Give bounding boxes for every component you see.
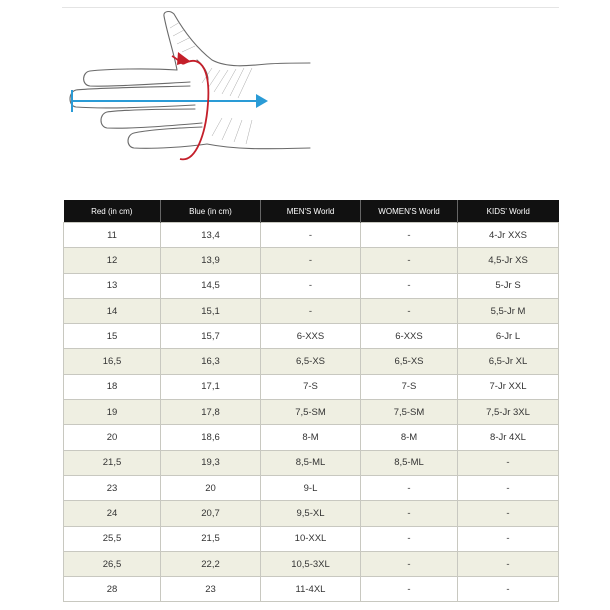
cell-mens: - (261, 248, 361, 273)
cell-red: 19 (64, 400, 161, 425)
cell-blue: 14,5 (161, 273, 261, 298)
table-row (64, 223, 559, 248)
cell-red: 13 (64, 273, 161, 298)
cell-mens: 7-S (261, 374, 361, 399)
cell-womens: - (361, 501, 458, 526)
cell-kids: - (458, 450, 559, 475)
cell-mens: 9-L (261, 475, 361, 500)
cell-blue: 20,7 (161, 501, 261, 526)
table-row (64, 374, 559, 399)
table-row (64, 501, 559, 526)
cell-mens: 8-M (261, 425, 361, 450)
cell-red: 24 (64, 501, 161, 526)
column-header-blue: Blue (in cm) (161, 200, 261, 223)
cell-red: 26,5 (64, 551, 161, 576)
table-row (64, 324, 559, 349)
cell-blue: 22,2 (161, 551, 261, 576)
table-header-row (64, 200, 559, 223)
cell-mens: 6-XXS (261, 324, 361, 349)
cell-kids: 7,5-Jr 3XL (458, 400, 559, 425)
column-header-red: Red (in cm) (64, 200, 161, 223)
cell-kids: - (458, 526, 559, 551)
hand-outline (70, 12, 310, 149)
cell-mens: 11-4XL (261, 577, 361, 602)
cell-womens: 8,5-ML (361, 450, 458, 475)
table-row (64, 425, 559, 450)
cell-kids: - (458, 577, 559, 602)
cell-womens: 6,5-XS (361, 349, 458, 374)
cell-womens: 7,5-SM (361, 400, 458, 425)
cell-kids: 4,5-Jr XS (458, 248, 559, 273)
cell-red: 16,5 (64, 349, 161, 374)
cell-blue: 13,9 (161, 248, 261, 273)
table-row (64, 273, 559, 298)
cell-womens: - (361, 577, 458, 602)
table-row (64, 400, 559, 425)
cell-blue: 16,3 (161, 349, 261, 374)
column-header-womens: WOMEN'S World (361, 200, 458, 223)
cell-mens: - (261, 298, 361, 323)
table-row (64, 475, 559, 500)
cell-kids: 7-Jr XXL (458, 374, 559, 399)
cell-blue: 23 (161, 577, 261, 602)
cell-blue: 15,7 (161, 324, 261, 349)
cell-red: 11 (64, 223, 161, 248)
cell-kids: 6,5-Jr XL (458, 349, 559, 374)
cell-blue: 17,1 (161, 374, 261, 399)
cell-red: 15 (64, 324, 161, 349)
cell-womens: - (361, 298, 458, 323)
cell-womens: - (361, 526, 458, 551)
table-row (64, 248, 559, 273)
cell-red: 23 (64, 475, 161, 500)
cell-kids: 5,5-Jr M (458, 298, 559, 323)
cell-womens: 7-S (361, 374, 458, 399)
cell-blue: 20 (161, 475, 261, 500)
cell-blue: 15,1 (161, 298, 261, 323)
cell-womens: - (361, 475, 458, 500)
cell-kids: 8-Jr 4XL (458, 425, 559, 450)
cell-red: 25,5 (64, 526, 161, 551)
cell-red: 12 (64, 248, 161, 273)
cell-mens: 10,5-3XL (261, 551, 361, 576)
cell-kids: - (458, 475, 559, 500)
cell-blue: 19,3 (161, 450, 261, 475)
cell-womens: - (361, 223, 458, 248)
size-chart-table (63, 200, 559, 602)
table-body (64, 223, 559, 602)
table-row (64, 577, 559, 602)
cell-mens: 6,5-XS (261, 349, 361, 374)
column-header-mens: MEN'S World (261, 200, 361, 223)
cell-mens: - (261, 223, 361, 248)
cell-kids: 5-Jr S (458, 273, 559, 298)
cell-womens: 8-M (361, 425, 458, 450)
cell-blue: 17,8 (161, 400, 261, 425)
cell-womens: - (361, 273, 458, 298)
cell-mens: 7,5-SM (261, 400, 361, 425)
cell-mens: 10-XXL (261, 526, 361, 551)
cell-womens: - (361, 248, 458, 273)
cell-kids: 4-Jr XXS (458, 223, 559, 248)
table-row (64, 526, 559, 551)
table-row (64, 551, 559, 576)
cell-blue: 13,4 (161, 223, 261, 248)
cell-red: 14 (64, 298, 161, 323)
cell-mens: - (261, 273, 361, 298)
column-header-kids: KIDS' World (458, 200, 559, 223)
hand-shading (170, 22, 252, 144)
cell-red: 20 (64, 425, 161, 450)
cell-kids: - (458, 501, 559, 526)
cell-kids: - (458, 551, 559, 576)
cell-blue: 18,6 (161, 425, 261, 450)
cell-mens: 9,5-XL (261, 501, 361, 526)
table-row (64, 349, 559, 374)
cell-red: 28 (64, 577, 161, 602)
cell-red: 18 (64, 374, 161, 399)
cell-womens: - (361, 551, 458, 576)
table-row (64, 298, 559, 323)
cell-blue: 21,5 (161, 526, 261, 551)
cell-mens: 8,5-ML (261, 450, 361, 475)
cell-womens: 6-XXS (361, 324, 458, 349)
cell-red: 21,5 (64, 450, 161, 475)
table-row (64, 450, 559, 475)
cell-kids: 6-Jr L (458, 324, 559, 349)
hand-measurement-illustration (62, 8, 312, 168)
